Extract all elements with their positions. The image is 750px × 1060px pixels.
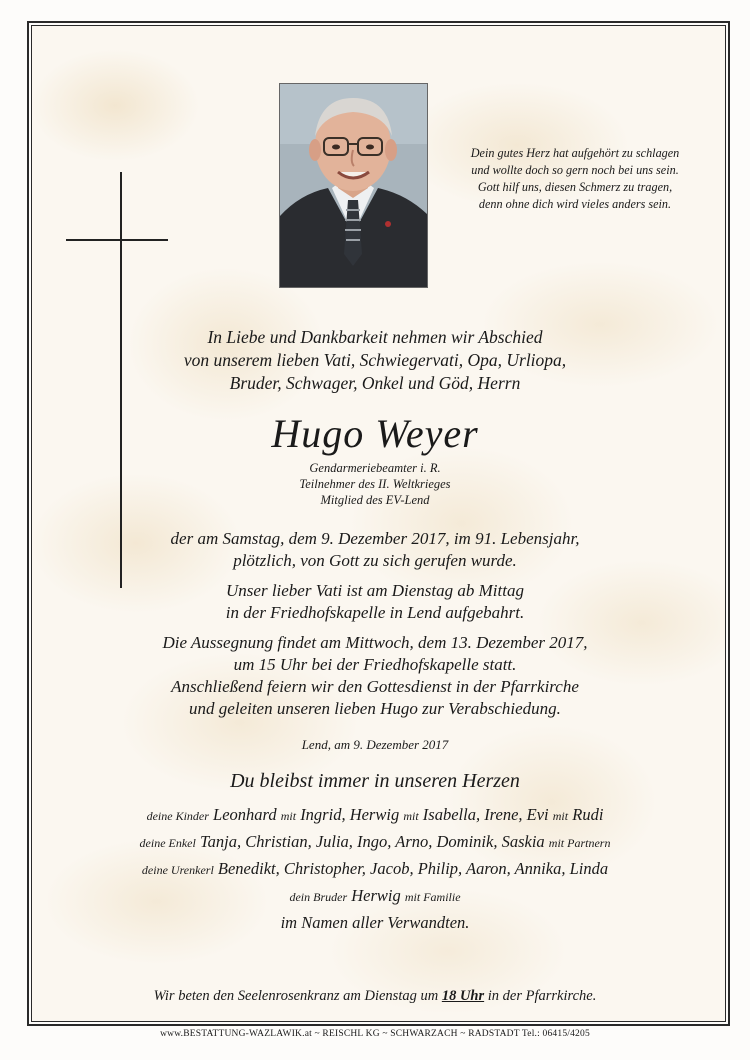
title-line: Gendarmeriebeamter i. R.	[309, 461, 441, 475]
child-name: Isabella, Irene, Evi	[422, 805, 549, 824]
brother-suffix: mit Familie	[404, 890, 461, 904]
deceased-titles	[60, 460, 690, 508]
children-prefix: deine Kinder	[146, 809, 209, 823]
laid-out-line: Unser lieber Vati ist am Dienstag ab Mittag	[226, 581, 524, 600]
brother-name: Herwig	[351, 886, 401, 905]
funeral-line: Anschließend feiern wir den Gottesdienst in der Pfarrkirche	[171, 677, 579, 696]
poem-line: Dein gutes Herz hat aufgehört zu schlagen	[470, 146, 680, 160]
great-grandchildren-prefix: deine Urenkerl	[141, 863, 214, 877]
rosary-notice	[60, 986, 690, 1006]
grandchildren-line	[60, 829, 690, 856]
poem-line: denn ohne dich wird vieles anders sein.	[478, 197, 672, 211]
relatives-line: im Namen aller Verwandten.	[280, 913, 470, 932]
grandchildren-names: Tanja, Christian, Julia, Ingo, Arno, Dominik, Saskia	[199, 832, 545, 851]
funeral-line: um 15 Uhr bei der Friedhofskapelle statt.	[233, 655, 517, 674]
poem-line: und wollte doch so gern noch bei uns sein.	[471, 163, 679, 177]
title-line: Mitglied des EV-Lend	[320, 493, 430, 507]
funeral-line: und geleiten unseren lieben Hugo zur Verabschiedung.	[189, 699, 561, 718]
title-line: Teilnehmer des II. Weltkrieges	[299, 477, 451, 491]
passing-statement	[60, 528, 690, 572]
rosary-before: Wir beten den Seelenrosenkranz am Dienstag um	[153, 988, 439, 1004]
brother-prefix: dein Bruder	[289, 890, 348, 904]
funeral-home-footer: www.BESTATTUNG-WAZLAWIK.at ~ REISCHL KG ~ SCHWARZACH ~ RADSTADT Tel.: 06415/4205	[160, 1029, 590, 1039]
child-name: Rudi	[572, 805, 604, 824]
brother-line	[60, 883, 690, 910]
children-line	[60, 802, 690, 829]
farewell-intro	[60, 326, 690, 395]
laid-out-notice	[60, 580, 690, 624]
memorial-poem	[440, 145, 710, 213]
grandchildren-suffix: mit Partnern	[548, 836, 611, 850]
funeral-details	[60, 632, 690, 720]
rosary-time: 18 Uhr	[441, 988, 485, 1004]
intro-line: von unserem lieben Vati, Schwiegervati, Opa, Urliopa,	[183, 350, 567, 370]
cross-horizontal	[66, 239, 168, 241]
mit-word: mit	[403, 809, 419, 823]
mourners-list	[60, 802, 690, 936]
passing-line: plötzlich, von Gott zu sich gerufen wurde.	[233, 551, 517, 570]
rosary-line	[60, 986, 690, 1006]
laid-out-line: in der Friedhofskapelle in Lend aufgebahrt.	[225, 603, 525, 622]
deceased-name: Hugo Weyer	[271, 411, 479, 456]
funeral-line: Die Aussegnung findet am Mittwoch, dem 13. Dezember 2017,	[162, 633, 588, 652]
intro-line: In Liebe und Dankbarkeit nehmen wir Abschied	[207, 327, 543, 347]
grandchildren-prefix: deine Enkel	[139, 836, 196, 850]
memorial-motto: Du bleibst immer in unseren Herzen	[230, 770, 520, 792]
mit-word: mit	[280, 809, 297, 823]
poem-line: Gott hilf uns, diesen Schmerz zu tragen,	[477, 180, 673, 194]
passing-line: der am Samstag, dem 9. Dezember 2017, im 91. Lebensjahr,	[170, 529, 580, 548]
rosary-after: in der Pfarrkirche.	[487, 988, 597, 1004]
child-name: Ingrid, Herwig	[300, 805, 400, 824]
mit-word: mit	[552, 809, 569, 823]
intro-line: Bruder, Schwager, Onkel und Göd, Herrn	[229, 373, 521, 393]
place-date: Lend, am 9. Dezember 2017	[301, 737, 449, 752]
great-grandchildren-line	[60, 856, 690, 883]
portrait-photo	[280, 84, 427, 287]
child-name: Leonhard	[213, 805, 277, 824]
great-grandchildren-names: Benedikt, Christopher, Jacob, Philip, Aaron, Annika, Linda	[217, 859, 609, 878]
